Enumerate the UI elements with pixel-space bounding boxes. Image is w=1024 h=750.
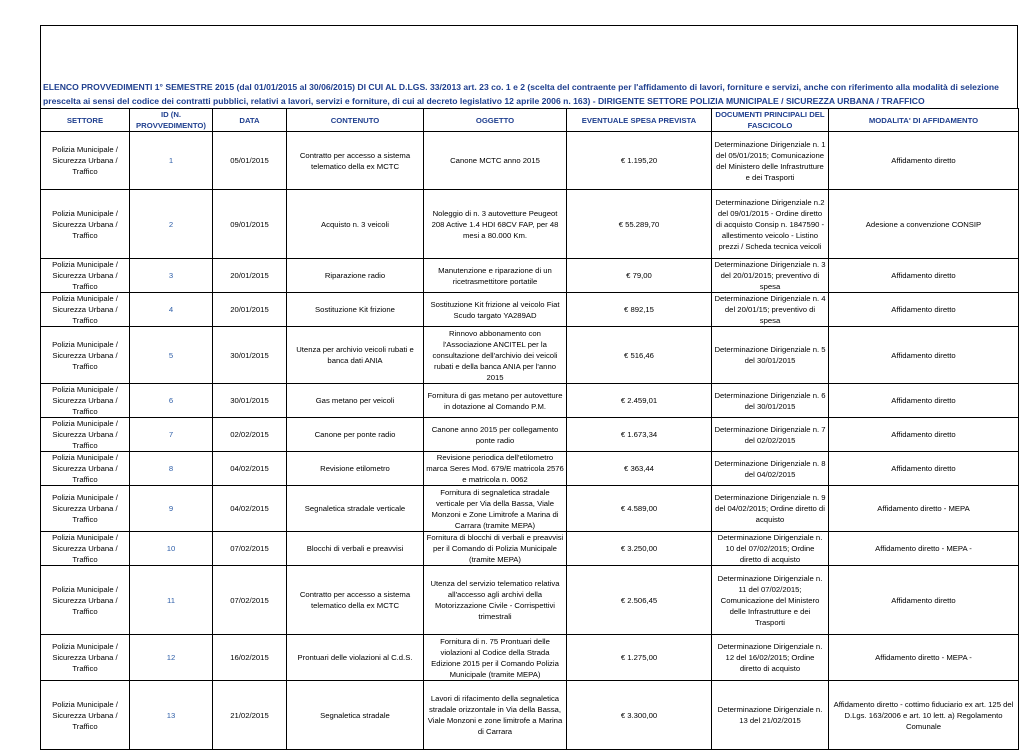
cell-id: 11 (130, 566, 213, 635)
cell-settore: Polizia Municipale / Sicurezza Urbana / Traffico (41, 293, 130, 327)
table-row (41, 327, 1019, 384)
header-id: ID (N. PROVVEDIMENTO) (130, 109, 213, 132)
cell-spesa: € 892,15 (567, 293, 712, 327)
table-row (41, 635, 1019, 681)
cell-contenuto: Canone per ponte radio (287, 418, 424, 452)
cell-modalita: Affidamento diretto (829, 327, 1019, 384)
cell-modalita: Affidamento diretto (829, 259, 1019, 293)
cell-id: 6 (130, 384, 213, 418)
cell-data: 20/01/2015 (213, 259, 287, 293)
cell-id: 2 (130, 190, 213, 259)
cell-id: 13 (130, 681, 213, 750)
cell-spesa: € 4.589,00 (567, 486, 712, 532)
cell-documenti: Determinazione Dirigenziale n. 4 del 20/01/15; preventivo di spesa (712, 293, 829, 327)
cell-oggetto: Revisione periodica dell'etilometro marca Seres Mod. 679/E matricola 2576 e matricola n. 0062 (424, 452, 567, 486)
cell-spesa: € 363,44 (567, 452, 712, 486)
cell-settore: Polizia Municipale / Sicurezza Urbana / Traffico (41, 566, 130, 635)
cell-id: 7 (130, 418, 213, 452)
cell-data: 04/02/2015 (213, 486, 287, 532)
cell-documenti: Determinazione Dirigenziale n.2 del 09/01/2015 - Ordine diretto di acquisto Consip n. 1847590 - allestimento veicolo - Listino prezzi / Scheda tecnica veicoli (712, 190, 829, 259)
cell-spesa: € 79,00 (567, 259, 712, 293)
table-header-row (41, 109, 1019, 132)
cell-modalita: Affidamento diretto - MEPA - (829, 635, 1019, 681)
cell-contenuto: Segnaletica stradale (287, 681, 424, 750)
cell-oggetto: Fornitura di gas metano per autovetture in dotazione al Comando P.M. (424, 384, 567, 418)
cell-modalita: Adesione a convenzione CONSIP (829, 190, 1019, 259)
cell-documenti: Determinazione Dirigenziale n. 7 del 02/02/2015 (712, 418, 829, 452)
cell-documenti: Determinazione Dirigenziale n. 10 del 07/02/2015; Ordine diretto di acquisto (712, 532, 829, 566)
cell-spesa: € 3.250,00 (567, 532, 712, 566)
cell-settore: Polizia Municipale / Sicurezza Urbana / Traffico (41, 327, 130, 384)
cell-spesa: € 1.673,34 (567, 418, 712, 452)
cell-oggetto: Fornitura di blocchi di verbali e preavvisi per il Comando di Polizia Municipale (tramite MEPA) (424, 532, 567, 566)
table-row (41, 132, 1019, 190)
cell-settore: Polizia Municipale / Sicurezza Urbana / Traffico (41, 384, 130, 418)
cell-settore: Polizia Municipale / Sicurezza Urbana / Traffico (41, 190, 130, 259)
cell-modalita: Affidamento diretto (829, 384, 1019, 418)
cell-data: 04/02/2015 (213, 452, 287, 486)
blank-header-row (40, 25, 1018, 71)
cell-documenti: Determinazione Dirigenziale n. 6 del 30/01/2015 (712, 384, 829, 418)
cell-modalita: Affidamento diretto (829, 452, 1019, 486)
cell-id: 8 (130, 452, 213, 486)
table-row (41, 486, 1019, 532)
table-row (41, 452, 1019, 486)
spreadsheet (40, 25, 1018, 750)
cell-documenti: Determinazione Dirigenziale n. 5 del 30/01/2015 (712, 327, 829, 384)
cell-spesa: € 1.195,20 (567, 132, 712, 190)
header-oggetto: OGGETTO (424, 109, 567, 132)
cell-oggetto: Canone MCTC anno 2015 (424, 132, 567, 190)
cell-id: 10 (130, 532, 213, 566)
header-spesa: EVENTUALE SPESA PREVISTA (567, 109, 712, 132)
cell-oggetto: Noleggio di n. 3 autovetture Peugeot 208 Active 1.4 HDI 68CV FAP, per 48 mesi a 80.000 Km. (424, 190, 567, 259)
table-row (41, 384, 1019, 418)
table-row (41, 418, 1019, 452)
cell-contenuto: Sostituzione Kit frizione (287, 293, 424, 327)
header-documenti: DOCUMENTI PRINCIPALI DEL FASCICOLO (712, 109, 829, 132)
cell-documenti: Determinazione Dirigenziale n. 13 del 21/02/2015 (712, 681, 829, 750)
cell-contenuto: Utenza per archivio veicoli rubati e banca dati ANIA (287, 327, 424, 384)
table-row (41, 259, 1019, 293)
cell-spesa: € 1.275,00 (567, 635, 712, 681)
provvedimenti-table (40, 108, 1019, 750)
cell-documenti: Determinazione Dirigenziale n. 11 del 07/02/2015; Comunicazione del Ministero delle Infrastrutture e dei Trasporti (712, 566, 829, 635)
table-row (41, 293, 1019, 327)
cell-contenuto: Revisione etilometro (287, 452, 424, 486)
header-contenuto: CONTENUTO (287, 109, 424, 132)
table-body (41, 132, 1019, 750)
cell-id: 9 (130, 486, 213, 532)
cell-settore: Polizia Municipale / Sicurezza Urbana / Traffico (41, 532, 130, 566)
cell-oggetto: Sostituzione Kit frizione al veicolo Fiat Scudo targato YA289AD (424, 293, 567, 327)
cell-modalita: Affidamento diretto - cottimo fiduciario ex art. 125 del D.Lgs. 163/2006 e art. 10 lett. a) Regolamento Comunale (829, 681, 1019, 750)
cell-id: 5 (130, 327, 213, 384)
cell-oggetto: Fornitura di segnaletica stradale verticale per Via della Bassa, Viale Monzoni e Zone Limitrofe a Marina di Carrara (tramite MEPA) (424, 486, 567, 532)
cell-settore: Polizia Municipale / Sicurezza Urbana / Traffico (41, 486, 130, 532)
cell-settore: Polizia Municipale / Sicurezza Urbana / Traffico (41, 132, 130, 190)
cell-spesa: € 55.289,70 (567, 190, 712, 259)
cell-modalita: Affidamento diretto (829, 418, 1019, 452)
cell-oggetto: Rinnovo abbonamento con l'Associazione ANCITEL per la consultazione dell'archivio dei veicoli rubati e della banca ANIA per l'anno 2015 (424, 327, 567, 384)
cell-oggetto: Fornitura di n. 75 Prontuari delle violazioni al Codice della Strada Edizione 2015 per il Comando Polizia Municipale (tramite MEPA) (424, 635, 567, 681)
cell-contenuto: Contratto per accesso a sistema telematico della ex MCTC (287, 566, 424, 635)
cell-settore: Polizia Municipale / Sicurezza Urbana / Traffico (41, 681, 130, 750)
cell-contenuto: Contratto per accesso a sistema telematico della ex MCTC (287, 132, 424, 190)
cell-contenuto: Gas metano per veicoli (287, 384, 424, 418)
cell-documenti: Determinazione Dirigenziale n. 9 del 04/02/2015; Ordine diretto di acquisto (712, 486, 829, 532)
cell-oggetto: Manutenzione e riparazione di un ricetrasmettitore portatile (424, 259, 567, 293)
cell-modalita: Affidamento diretto - MEPA - (829, 532, 1019, 566)
cell-contenuto: Acquisto n. 3 veicoli (287, 190, 424, 259)
cell-contenuto: Segnaletica stradale verticale (287, 486, 424, 532)
cell-id: 1 (130, 132, 213, 190)
document-title: ELENCO PROVVEDIMENTI 1° SEMESTRE 2015 (dal 01/01/2015 al 30/06/2015) DI CUI AL D.LGS. 33/2013 art. 23 co. 1 e 2 (scelta del contraente per l'affidamento di lavori, forniture e servizi, anche con riferimento alla modalità di selezione prescelta ai sensi del codice dei contratti pubblici, relativi a lavori, servizi e forniture, di cui al decreto legislativo 12 aprile 2006 n. 163) - DIRIGENTE SETTORE POLIZIA MUNICIPALE / SICUREZZA URBANA / TRAFFICO (40, 71, 1018, 108)
cell-spesa: € 2.459,01 (567, 384, 712, 418)
cell-contenuto: Prontuari delle violazioni al C.d.S. (287, 635, 424, 681)
table-row (41, 532, 1019, 566)
cell-contenuto: Riparazione radio (287, 259, 424, 293)
cell-id: 3 (130, 259, 213, 293)
cell-settore: Polizia Municipale / Sicurezza Urbana / Traffico (41, 635, 130, 681)
cell-data: 07/02/2015 (213, 532, 287, 566)
cell-data: 30/01/2015 (213, 384, 287, 418)
cell-data: 16/02/2015 (213, 635, 287, 681)
cell-documenti: Determinazione Dirigenziale n. 8 del 04/02/2015 (712, 452, 829, 486)
table-row (41, 566, 1019, 635)
cell-documenti: Determinazione Dirigenziale n. 1 del 05/01/2015; Comunicazione del Ministero delle Infrastrutture e dei Trasporti (712, 132, 829, 190)
header-settore: SETTORE (41, 109, 130, 132)
table-row (41, 681, 1019, 750)
cell-oggetto: Canone anno 2015 per collegamento ponte radio (424, 418, 567, 452)
cell-settore: Polizia Municipale / Sicurezza Urbana / Traffico (41, 418, 130, 452)
cell-spesa: € 3.300,00 (567, 681, 712, 750)
cell-data: 21/02/2015 (213, 681, 287, 750)
cell-settore: Polizia Municipale / Sicurezza Urbana / Traffico (41, 259, 130, 293)
cell-documenti: Determinazione Dirigenziale n. 3 del 20/01/2015; preventivo di spesa (712, 259, 829, 293)
cell-data: 20/01/2015 (213, 293, 287, 327)
cell-modalita: Affidamento diretto (829, 293, 1019, 327)
cell-modalita: Affidamento diretto (829, 566, 1019, 635)
header-modalita: MODALITA' DI AFFIDAMENTO (829, 109, 1019, 132)
cell-data: 02/02/2015 (213, 418, 287, 452)
table-row (41, 190, 1019, 259)
cell-modalita: Affidamento diretto - MEPA (829, 486, 1019, 532)
cell-contenuto: Blocchi di verbali e preavvisi (287, 532, 424, 566)
cell-oggetto: Lavori di rifacimento della segnaletica stradale orizzontale in Via della Bassa, Viale Monzoni e zone limitrofe a Marina di Carrara (424, 681, 567, 750)
cell-settore: Polizia Municipale / Sicurezza Urbana / Traffico (41, 452, 130, 486)
cell-data: 09/01/2015 (213, 190, 287, 259)
cell-oggetto: Utenza del servizio telematico relativa all'accesso agli archivi della Motorizzazione Civile - Corrispettivi trimestrali (424, 566, 567, 635)
cell-spesa: € 516,46 (567, 327, 712, 384)
cell-id: 12 (130, 635, 213, 681)
cell-data: 07/02/2015 (213, 566, 287, 635)
cell-data: 05/01/2015 (213, 132, 287, 190)
cell-modalita: Affidamento diretto (829, 132, 1019, 190)
header-data: DATA (213, 109, 287, 132)
cell-id: 4 (130, 293, 213, 327)
cell-spesa: € 2.506,45 (567, 566, 712, 635)
cell-data: 30/01/2015 (213, 327, 287, 384)
cell-documenti: Determinazione Dirigenziale n. 12 del 16/02/2015; Ordine diretto di acquisto (712, 635, 829, 681)
